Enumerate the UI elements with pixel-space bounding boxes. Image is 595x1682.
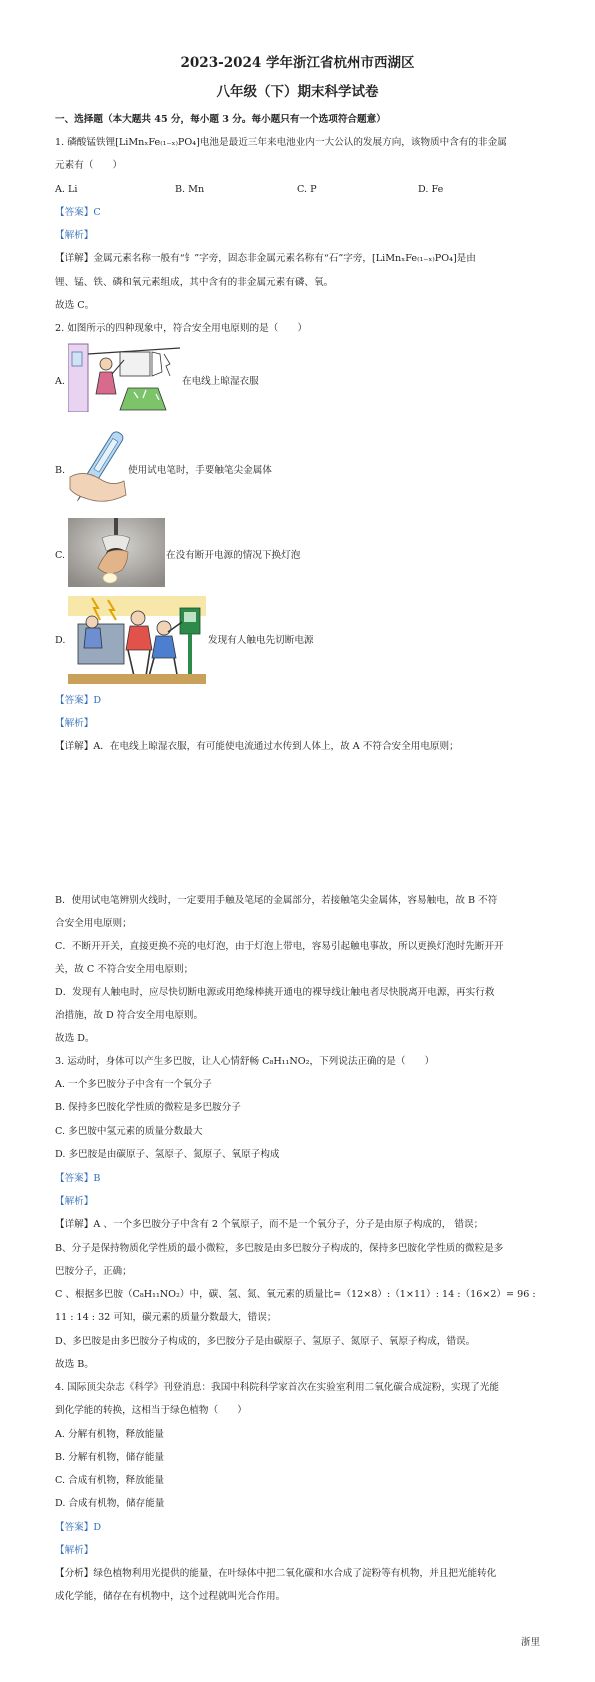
q4-option-c: C. 合成有机物，释放能量 xyxy=(55,1475,165,1486)
q2-option-b-letter: B. xyxy=(55,465,66,476)
q3-detail-b-line2: 巴胺分子，正确； xyxy=(55,1266,132,1277)
q3-stem: 3. 运动时，身体可以产生多巴胺，让人心情舒畅 C₈H₁₁NO₂，下列说法正确的是（ ） xyxy=(55,1056,435,1067)
q3-conclusion: 故选 B。 xyxy=(55,1359,94,1370)
q2-option-c-letter: C. xyxy=(55,550,66,561)
q3-option-b: B. 保持多巴胺化学性质的微粒是多巴胺分子 xyxy=(55,1102,241,1113)
q1-answer: 【答案】C xyxy=(55,207,101,218)
q4-detail-line1: 【分析】绿色植物利用光提供的能量，在叶绿体中把二氧化碳和水合成了淀粉等有机物，并且把光能转化 xyxy=(55,1568,497,1579)
q3-option-c: C. 多巴胺中氢元素的质量分数最大 xyxy=(55,1126,203,1137)
q2-detail-line1: 【详解】A．在电线上晾湿衣服，有可能使电流通过水传到人体上，故 A 不符合安全用电原则； xyxy=(55,741,459,752)
q1-analysis-label: 【解析】 xyxy=(55,230,94,241)
q1-option-b: B. Mn xyxy=(175,184,205,195)
q2-option-c-text: 在没有断开电源的情况下换灯泡 xyxy=(166,550,301,561)
q2-option-b-text: 使用试电笔时，手要触笔尖金属体 xyxy=(128,465,272,476)
q2-option-d-text: 发现有人触电先切断电源 xyxy=(208,635,314,646)
q2-analysis-label: 【解析】 xyxy=(55,718,94,729)
q1-option-d: D. Fe xyxy=(418,184,444,195)
section-heading: 一、选择题（本大题共 45 分，每小题 3 分。每小题只有一个选项符合题意） xyxy=(55,114,386,125)
q3-option-a: A. 一个多巴胺分子中含有一个氧分子 xyxy=(55,1079,212,1090)
q1-conclusion: 故选 C。 xyxy=(55,300,95,311)
q2-option-a-text: 在电线上晾湿衣服 xyxy=(182,376,259,387)
q1-option-a: A. Li xyxy=(55,184,78,195)
test-pen-image xyxy=(68,425,128,511)
q1-detail-line1: 【详解】金属元素名称一般有“钅”字旁，固态非金属元素名称有“石”字旁，[LiMnₓFe₍₁₋ₓ₎PO₄]是由 xyxy=(55,253,476,264)
q2-stem: 2. 如图所示的四种现象中，符合安全用电原则的是（ ） xyxy=(55,323,308,334)
q1-option-c: C. P xyxy=(297,184,317,195)
q4-option-a: A. 分解有机物，释放能量 xyxy=(55,1429,164,1440)
q2-detail-c-line1: C．不断开开关，直接更换不亮的电灯泡，由于灯泡上带电，容易引起触电事故，所以更换灯泡时先断开开 xyxy=(55,941,504,952)
q4-detail-line2: 成化学能，储存在有机物中，这个过程就叫光合作用。 xyxy=(55,1591,286,1602)
q1-stem-line1: 1. 磷酸锰铁锂[LiMnₓFe₍₁₋ₓ₎PO₄]电池是最近三年来电池业内一大公认的发展方向，该物质中含有的非金属 xyxy=(55,137,507,148)
wet-clothes-on-wire-image xyxy=(68,342,180,412)
q2-option-a-letter: A. xyxy=(55,376,65,387)
title-line-2: 八年级（下）期末科学试卷 xyxy=(216,84,379,100)
q2-detail-b-line2: 合安全用电原则； xyxy=(55,918,132,929)
page-footer: 浙里 xyxy=(520,1637,540,1648)
q3-answer: 【答案】B xyxy=(55,1173,101,1184)
q1-detail-line2: 锂、锰、铁、磷和氧元素组成，其中含有的非金属元素有磷、氧。 xyxy=(55,277,334,288)
q2-detail-d-line2: 治措施，故 D 符合安全用电原则。 xyxy=(55,1010,204,1021)
q2-answer: 【答案】D xyxy=(55,695,102,706)
q2-detail-d-line1: D．发现有人触电时，应尽快切断电源或用绝缘棒挑开通电的裸导线让触电者尽快脱离开电源，再实行救 xyxy=(55,987,495,998)
q2-option-d-letter: D. xyxy=(55,635,66,646)
q3-detail-d-line1: D、多巴胺是由多巴胺分子构成的，多巴胺分子是由碳原子、氢原子、氮原子、氧原子构成，错误。 xyxy=(55,1336,476,1347)
q2-conclusion: 故选 D。 xyxy=(55,1033,95,1044)
title-line-1: 2023-2024 学年浙江省杭州市西湖区 xyxy=(180,55,415,71)
q4-option-b: B. 分解有机物，储存能量 xyxy=(55,1452,165,1463)
q4-stem-line1: 4. 国际顶尖杂志《科学》刊登消息：我国中科院科学家首次在实验室利用二氧化碳合成淀粉，实现了光能 xyxy=(55,1382,499,1393)
q2-detail-b-line1: B．使用试电笔辨别火线时，一定要用手触及笔尾的金属部分，若接触笔尖金属体，容易触电，故 B 不符 xyxy=(55,895,498,906)
q3-detail-c-line2: 11 : 14 : 32 可知，碳元素的质量分数最大，错误； xyxy=(55,1312,277,1323)
q3-analysis-label: 【解析】 xyxy=(55,1196,94,1207)
q3-detail-line1: 【详解】A 、一个多巴胺分子中含有 2 个氧原子，而不是一个氧分子，分子是由原子构成的， 错误； xyxy=(55,1219,484,1230)
q1-stem-line2: 元素有（ ） xyxy=(55,160,123,171)
q4-analysis-label: 【解析】 xyxy=(55,1545,94,1556)
q3-detail-c-line1: C 、根据多巴胺（C₈H₁₁NO₂）中，碳、氢、氮、氧元素的质量比=（12×8）:（1×11）: 14 :（16×2）= 96 : xyxy=(55,1289,536,1300)
q3-detail-b-line1: B、分子是保持物质化学性质的最小微粒，多巴胺是由多巴胺分子构成的，保持多巴胺化学性质的微粒是多 xyxy=(55,1243,504,1254)
q4-answer: 【答案】D xyxy=(55,1522,102,1533)
q4-option-d: D. 合成有机物，储存能量 xyxy=(55,1498,165,1509)
q3-option-d: D. 多巴胺是由碳原子、氢原子、氮原子、氧原子构成 xyxy=(55,1149,280,1160)
bulb-change-image xyxy=(68,518,165,587)
q4-stem-line2: 到化学能的转换，这相当于绿色植物（ ） xyxy=(55,1405,247,1416)
q2-detail-c-line2: 关，故 C 不符合安全用电原则； xyxy=(55,964,194,975)
electric-shock-rescue-image xyxy=(68,596,206,684)
